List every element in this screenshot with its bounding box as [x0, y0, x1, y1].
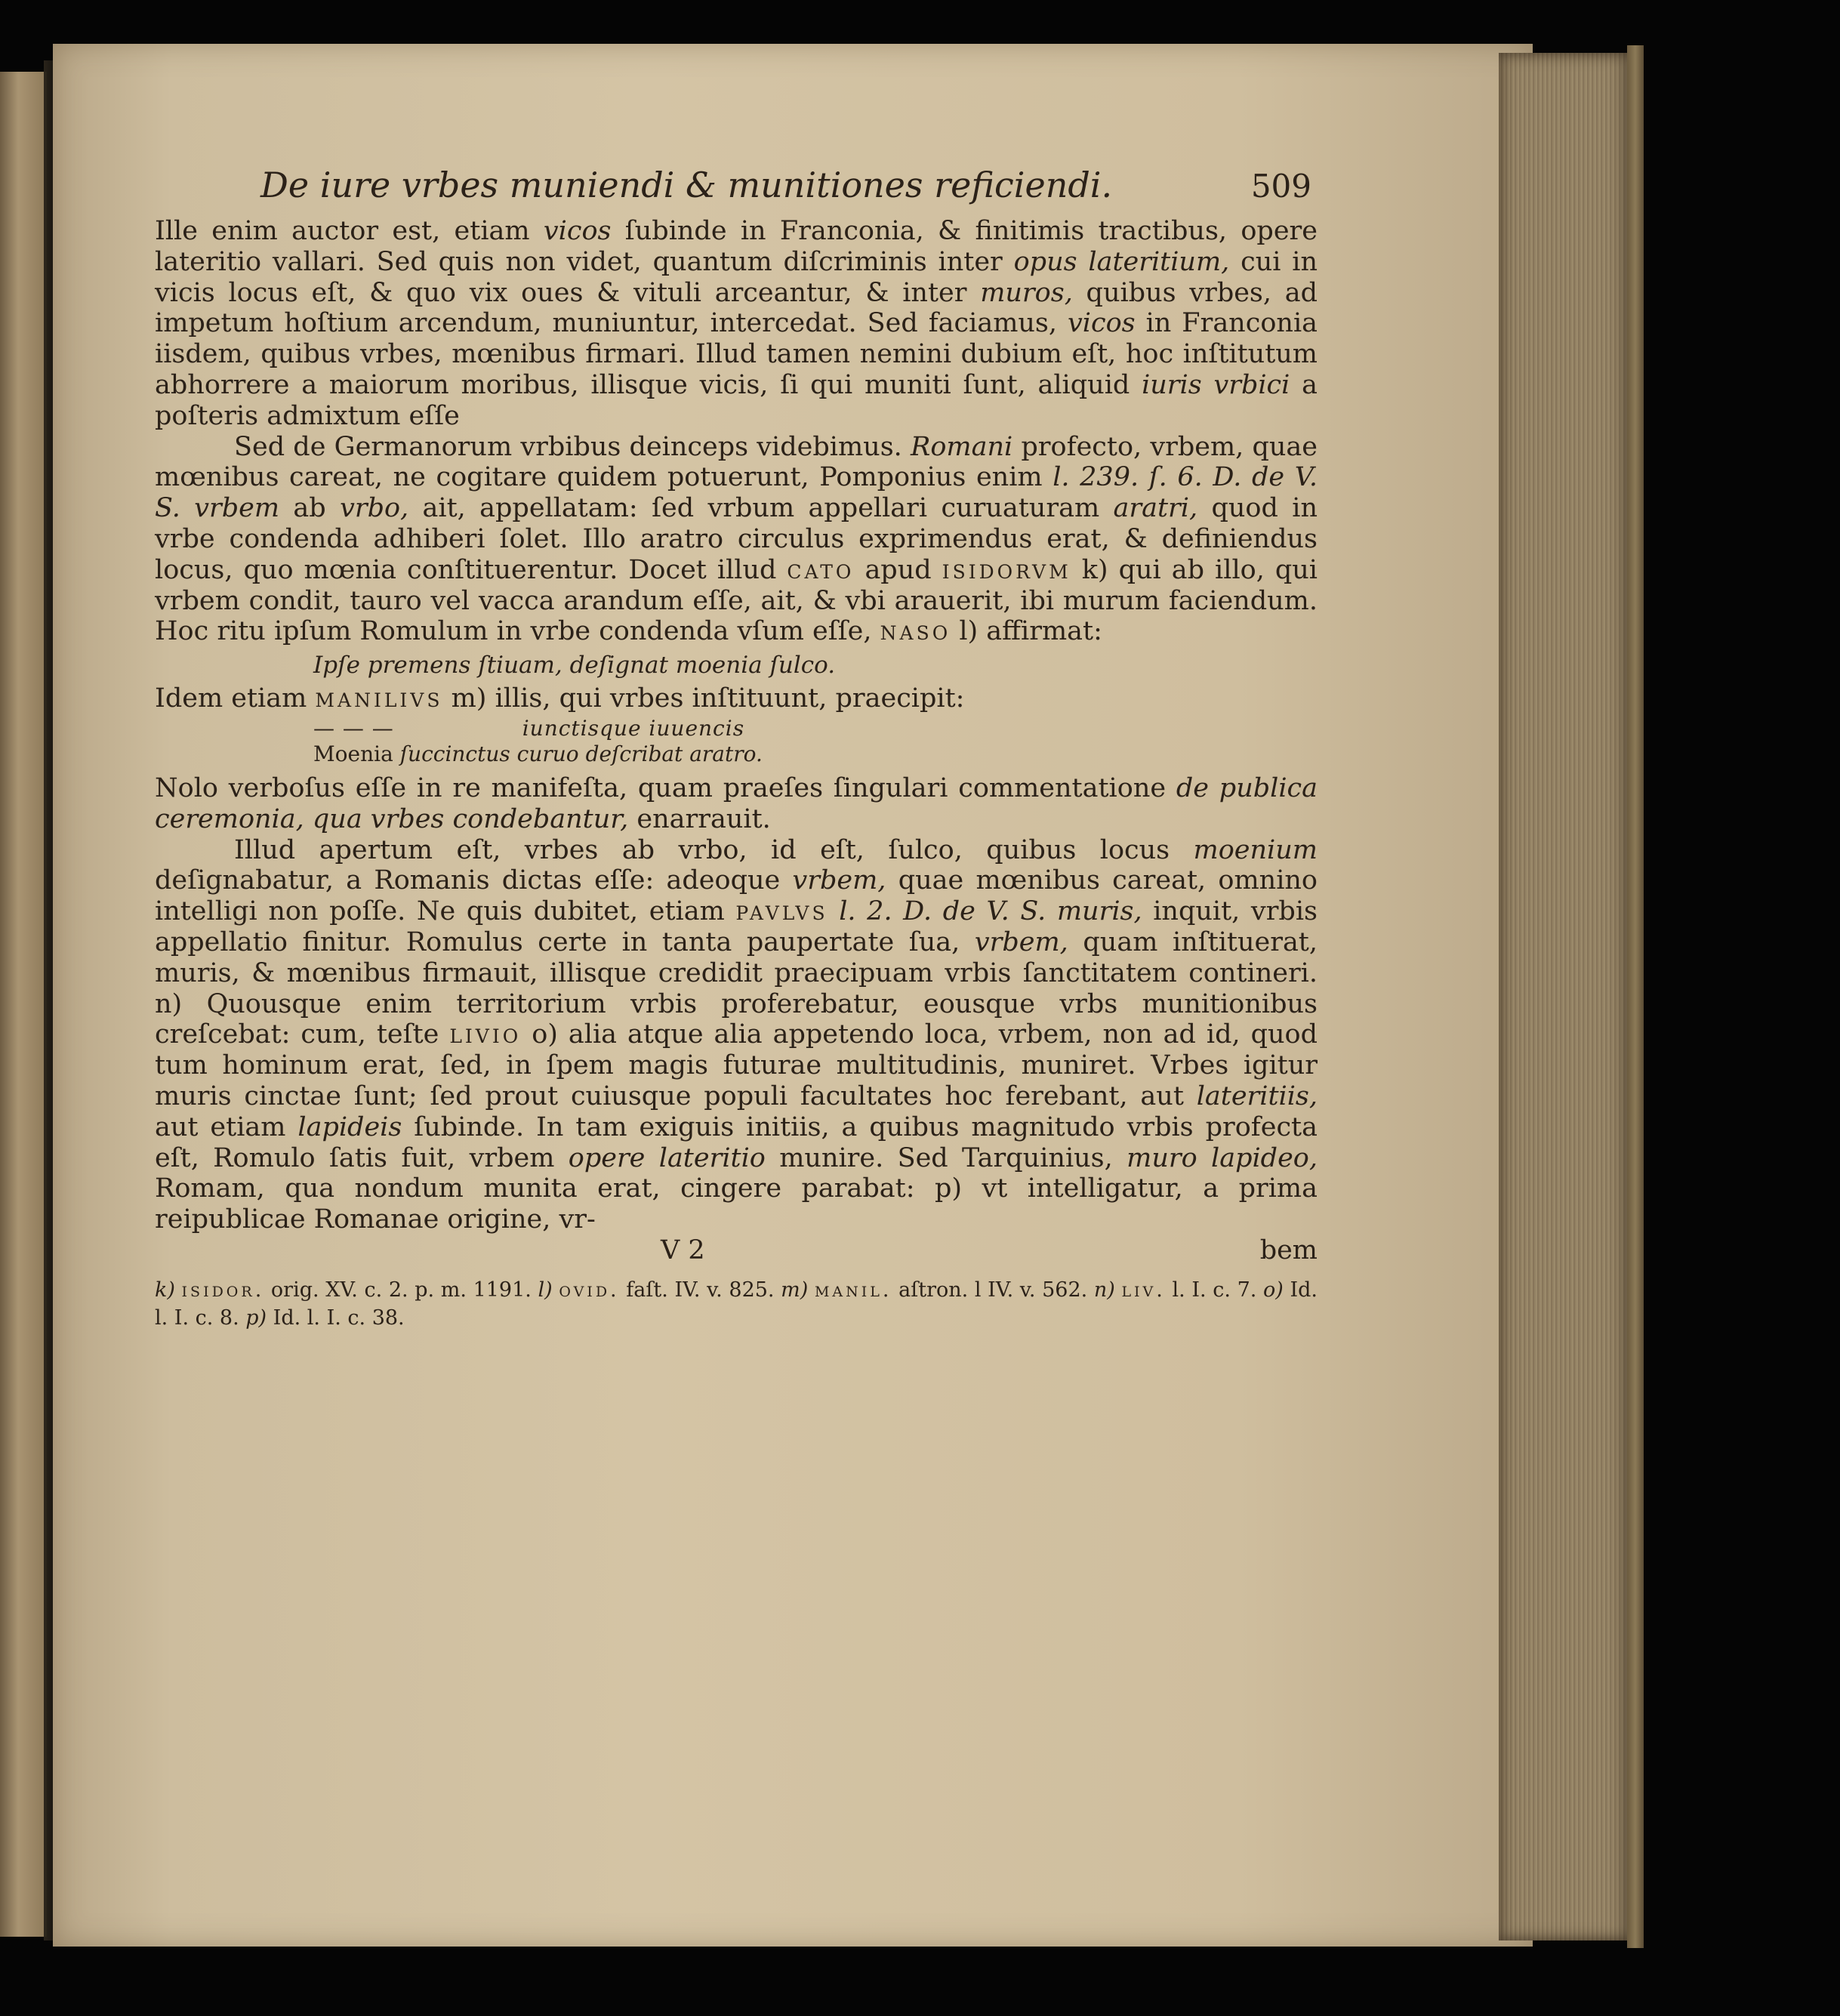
text-run: m) illis, qui vrbes inſtituunt, praecipit: — [442, 683, 965, 714]
text-run: Ille enim auctor est, etiam — [155, 216, 544, 246]
italic-text: vrbo, — [340, 493, 409, 524]
text-run: Id. l. I. c. 8. — [155, 1278, 1318, 1330]
text-run: profecto, vrbem, quae mœnibus careat, ne cogitare quidem potuerunt, Pomponius enim — [155, 431, 1318, 493]
text-run: cui in vicis locus eſt, & quo vix oues & vituli arceantur, & inter — [155, 246, 1318, 308]
small-caps-name: ovid. — [559, 1278, 620, 1302]
text-run: apud — [854, 554, 942, 585]
text-run: k) qui ab illo, qui vrbem condit, tauro vel vacca arandum eſſe, ait, & vbi arauerit, ibi murum faciendum. Hoc ritu ipſum Romulum in vrbe condenda vſum eſſe, — [155, 554, 1318, 647]
italic-text: l. 2. D. de V. S. muris, — [839, 896, 1142, 927]
text-run: Illud apertum eſt, vrbes ab vrbo, id eſt, ſulco, quibus locus — [234, 834, 1194, 865]
italic-text: iuris vrbici — [1142, 369, 1290, 400]
signature-mark: V 2 — [661, 1235, 705, 1265]
book-cover-edge — [1627, 45, 1644, 1948]
italic-text: vrbem, — [974, 926, 1068, 957]
small-caps-name: isidorvm — [942, 554, 1071, 585]
verse-line — [313, 716, 1318, 741]
text-run: a poſteris admixtum eſſe — [155, 369, 1318, 431]
italic-text: Romani — [910, 431, 1013, 462]
text-run: Idem etiam — [155, 683, 316, 714]
italic-text: o) — [1263, 1278, 1290, 1302]
running-head — [155, 165, 1318, 205]
italic-text: n) — [1093, 1278, 1122, 1302]
text-run: aut etiam — [155, 1111, 298, 1142]
paragraph — [155, 432, 1318, 648]
small-caps-name: pavlvs — [735, 896, 828, 927]
small-caps-name: manilivs — [315, 683, 443, 714]
italic-text: lapideis — [297, 1111, 402, 1142]
small-caps-name: naso — [880, 616, 951, 647]
text-run: quod in vrbe condenda adhiberi ſolet. Illo aratro circulus exprimendus erat, & definiendus locus, quo mœnia conſtituerentur. Docet illud — [155, 493, 1318, 585]
text-run: orig. XV. c. 2. p. m. 1191. — [264, 1278, 538, 1302]
italic-text: vrbem, — [792, 865, 886, 896]
text-run: Id. l. I. c. 38. — [273, 1305, 405, 1330]
italic-text: opere lateritio — [568, 1142, 766, 1173]
left-page-edge — [0, 72, 47, 1937]
italic-text: p) — [245, 1305, 273, 1330]
italic-text: aratri, — [1113, 493, 1198, 524]
running-head-title: De iure vrbes muniendi & munitiones reficiendi. — [260, 165, 1113, 205]
small-caps-name: isidor. — [181, 1278, 265, 1302]
footnotes — [155, 1276, 1318, 1332]
small-caps-name: livio — [449, 1019, 522, 1050]
italic-text: moenium — [1193, 834, 1318, 865]
text-run: in Franconia iisdem, quibus vrbes, mœnibus firmari. Illud tamen nemini dubium eſt, hoc inſtitutum abhorrere a maiorum moribus, illisque vicis, ſi qui muniti ſunt, aliquid — [155, 308, 1318, 400]
verse-dashes: — — — — [313, 715, 394, 741]
small-caps-name: manil. — [814, 1278, 892, 1302]
signature-line — [155, 1235, 1318, 1265]
catchword: bem — [1259, 1235, 1318, 1265]
text-run: ait, appellatam: ſed vrbum appellari curuaturam — [408, 493, 1114, 524]
text-run: quam inſtituerat, muris, & mœnibus firmauit, illisque credidit praecipuam vrbis ſanctitatem contineri. n) Quousque enim territorium vrbis proferebatur, eousque vrbs munitionibus creſcebat: cum, teſte — [155, 926, 1318, 1050]
italic-text: k) — [155, 1278, 182, 1302]
italic-text: de publica ceremonia, qua vrbes condebantur, — [155, 772, 1318, 834]
book-page — [53, 44, 1533, 1947]
text-run — [828, 896, 840, 926]
text-run: ſubinde in Franconia, & finitimis tractibus, opere lateritio vallari. Sed quis non videt, quantum diſcriminis inter — [155, 216, 1318, 277]
italic-text: m) — [781, 1278, 815, 1302]
italic-text: lateritiis, — [1196, 1080, 1318, 1111]
text-run: o) alia atque alia appetendo loca, vrbem, non ad id, quod tum hominum erat, ſed, in ſpem magis futurae multitudinis, muniret. Vrbes igitur muris cinctae ſunt; ſed prout cuiusque populi facultates hoc ferebant, aut — [155, 1019, 1318, 1111]
text-run: quibus vrbes, ad impetum hoſtium arcendum, muniuntur, intercedat. Sed faciamus, — [155, 277, 1318, 339]
text-run: inquit, vrbis appellatio finitur. Romulus certe in tanta paupertate ſua, — [155, 896, 1318, 957]
italic-text: l) — [538, 1278, 559, 1302]
book-fore-edge — [1499, 53, 1631, 1940]
small-caps-name: liv. — [1121, 1278, 1166, 1302]
text-run: Nolo verboſus eſſe in re manifeſta, quam praeſes ſingulari commentatione — [155, 772, 1176, 803]
text-run: aſtron. l IV. v. 562. — [892, 1278, 1094, 1302]
paragraph — [155, 683, 1318, 714]
verse-line — [313, 741, 1318, 767]
small-caps-name: cato — [787, 554, 855, 585]
italic-text: l. 239. ſ. 6. D. de V. S. vrbem — [155, 462, 1318, 524]
paragraph — [155, 835, 1318, 1235]
text-run: quae mœnibus careat, omnino intelligi non poſſe. Ne quis dubitet, etiam — [155, 865, 1318, 927]
page-text-block — [155, 165, 1318, 1332]
italic-text: vicos — [1068, 308, 1136, 339]
text-run: ab — [279, 493, 341, 524]
paragraph — [155, 216, 1318, 432]
text-run: deſignabatur, a Romanis dictas eſſe: adeoque — [155, 865, 793, 896]
text-run: Romam, qua nondum munita erat, cingere parabat: p) vt intelligatur, a prima reipublicae Romanae origine, vr- — [155, 1173, 1318, 1235]
verse-text: iunctisque iuuencis — [522, 715, 745, 741]
verse-text: Moenia — [313, 741, 400, 766]
paragraph — [155, 773, 1318, 835]
text-run: enarrauit. — [628, 803, 771, 834]
text-run: l) affirmat: — [951, 616, 1102, 647]
italic-text: vicos — [543, 216, 612, 246]
verse-text-italic: ſuccinctus curuo deſcribat aratro. — [399, 741, 763, 766]
body-text — [155, 216, 1318, 1332]
italic-text: muros, — [980, 277, 1073, 308]
text-run: munire. Sed Tarquinius, — [765, 1142, 1127, 1173]
text-run: l. I. c. 7. — [1165, 1278, 1264, 1302]
italic-text: muro lapideo, — [1126, 1142, 1318, 1173]
verse-quotation: Ipſe premens ſtiuam, deſignat moenia ſulco. — [313, 652, 836, 680]
text-run: faſt. IV. v. 825. — [619, 1278, 781, 1302]
page-number: 509 — [1250, 168, 1311, 205]
text-run: Sed de Germanorum vrbibus deinceps videbimus. — [234, 431, 911, 462]
text-run: ſubinde. In tam exiguis initiis, a quibus magnitudo vrbis profecta eſt, Romulo ſatis fuit, vrbem — [155, 1111, 1318, 1173]
italic-text: opus lateritium, — [1013, 246, 1230, 277]
verse-quotation-2 — [313, 716, 1318, 767]
